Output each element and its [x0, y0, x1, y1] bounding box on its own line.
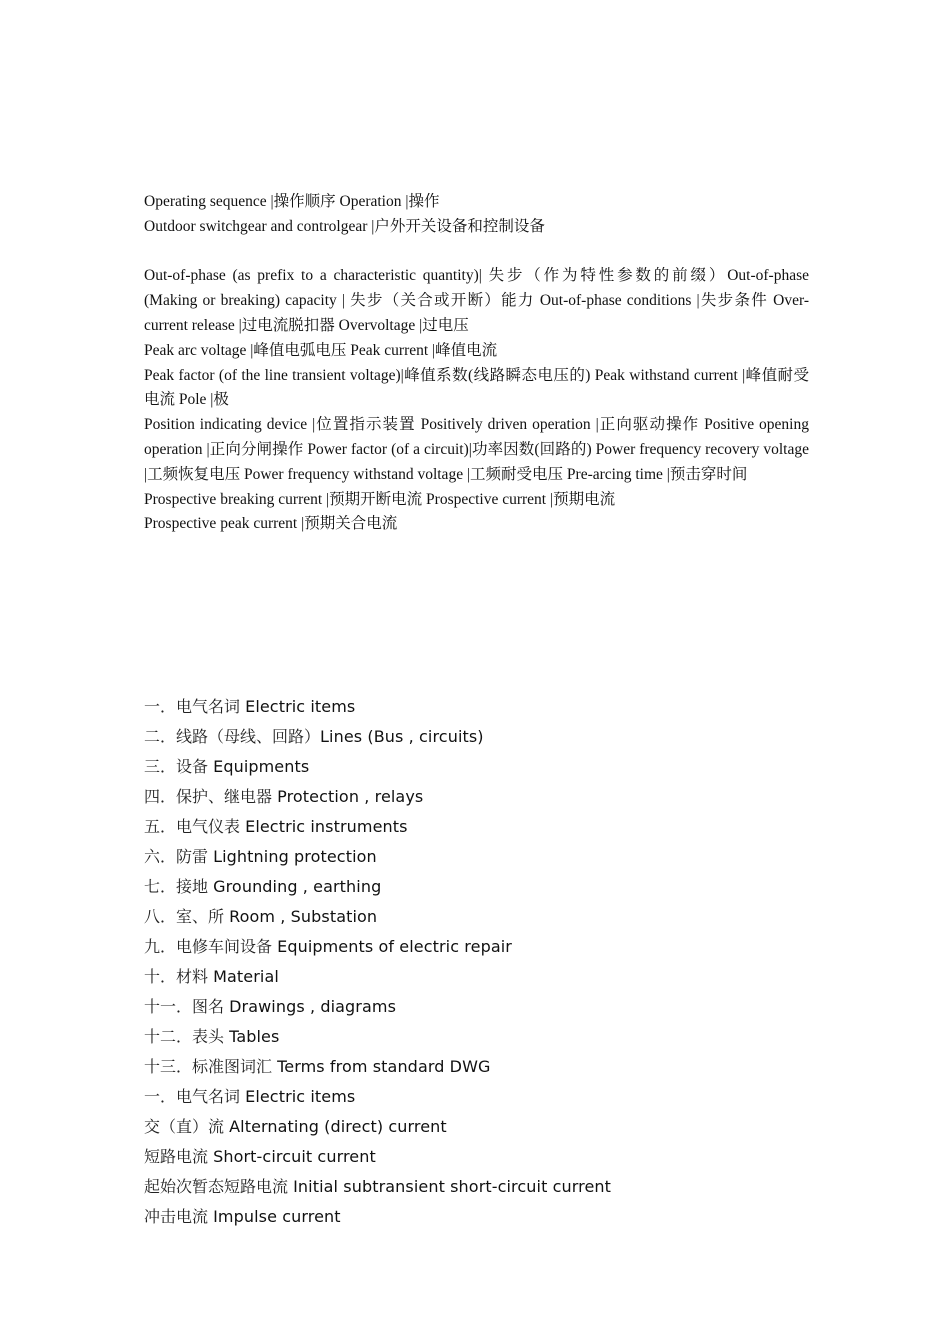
paragraph-prospective-breaking: Prospective breaking current |预期开断电流 Prospective current |预期电流 — [144, 490, 616, 508]
list-item: 短路电流 Short-circuit current — [144, 1147, 376, 1166]
list-item: 交（直）流 Alternating (direct) current — [144, 1117, 447, 1136]
list-item: 九．电修车间设备 Equipments of electric repair — [144, 937, 512, 956]
paragraph-position-indicating: Position indicating device |位置指示装置 Positively driven operation |正向驱动操作 Positive opening operation |正向分闸操作 Power factor (of a circuit)|功率因数(回路的) Power frequency recovery voltage |工频恢复电压 Power frequency withstand voltage |工频耐受电压 Pre-arcing time |预击穿时间 — [144, 416, 809, 483]
list-item: 三．设备 Equipments — [144, 757, 310, 776]
glossary-paragraphs — [144, 190, 809, 537]
category-list — [144, 692, 844, 1232]
list-item: 一．电气名词 Electric items — [144, 697, 356, 716]
list-item: 十二．表头 Tables — [144, 1027, 280, 1046]
list-item: 二．线路（母线、回路）Lines (Bus , circuits) — [144, 727, 484, 746]
paragraph-peak-factor: Peak factor (of the line transient voltage)|峰值系数(线路瞬态电压的) Peak withstand current |峰值耐受电流 Pole |极 — [144, 366, 809, 409]
list-item: 七．接地 Grounding , earthing — [144, 877, 382, 896]
list-item: 十一．图名 Drawings , diagrams — [144, 997, 397, 1016]
paragraph-gap — [144, 240, 809, 265]
list-item: 五．电气仪表 Electric instruments — [144, 817, 408, 836]
list-item: 六．防雷 Lightning protection — [144, 847, 377, 866]
list-item: 十．材料 Material — [144, 967, 279, 986]
list-item: 一．电气名词 Electric items — [144, 1087, 356, 1106]
list-item: 起始次暂态短路电流 Initial subtransient short-circuit current — [144, 1177, 612, 1196]
list-item: 十三．标准图词汇 Terms from standard DWG — [144, 1057, 491, 1076]
list-item: 八．室、所 Room , Substation — [144, 907, 378, 926]
list-item: 冲击电流 Impulse current — [144, 1207, 341, 1226]
list-item: 四．保护、继电器 Protection , relays — [144, 787, 424, 806]
paragraph-out-of-phase: Out-of-phase (as prefix to a characteristic quantity)| 失步（作为特性参数的前缀）Out-of-phase (Making or breaking) capacity | 失步（关合或开断）能力 Out-of-phase conditions |失步条件 Over-current release |过电流脱扣器 Overvoltage |过电压 — [144, 267, 809, 334]
paragraph-prospective-peak: Prospective peak current |预期关合电流 — [144, 515, 398, 533]
paragraph-operating-sequence: Operating sequence |操作顺序 Operation |操作 — [144, 193, 440, 210]
paragraph-peak-arc-voltage: Peak arc voltage |峰值电弧电压 Peak current |峰值电流 — [144, 341, 498, 359]
paragraph-outdoor-switchgear: Outdoor switchgear and controlgear |户外开关设备和控制设备 — [144, 217, 545, 235]
